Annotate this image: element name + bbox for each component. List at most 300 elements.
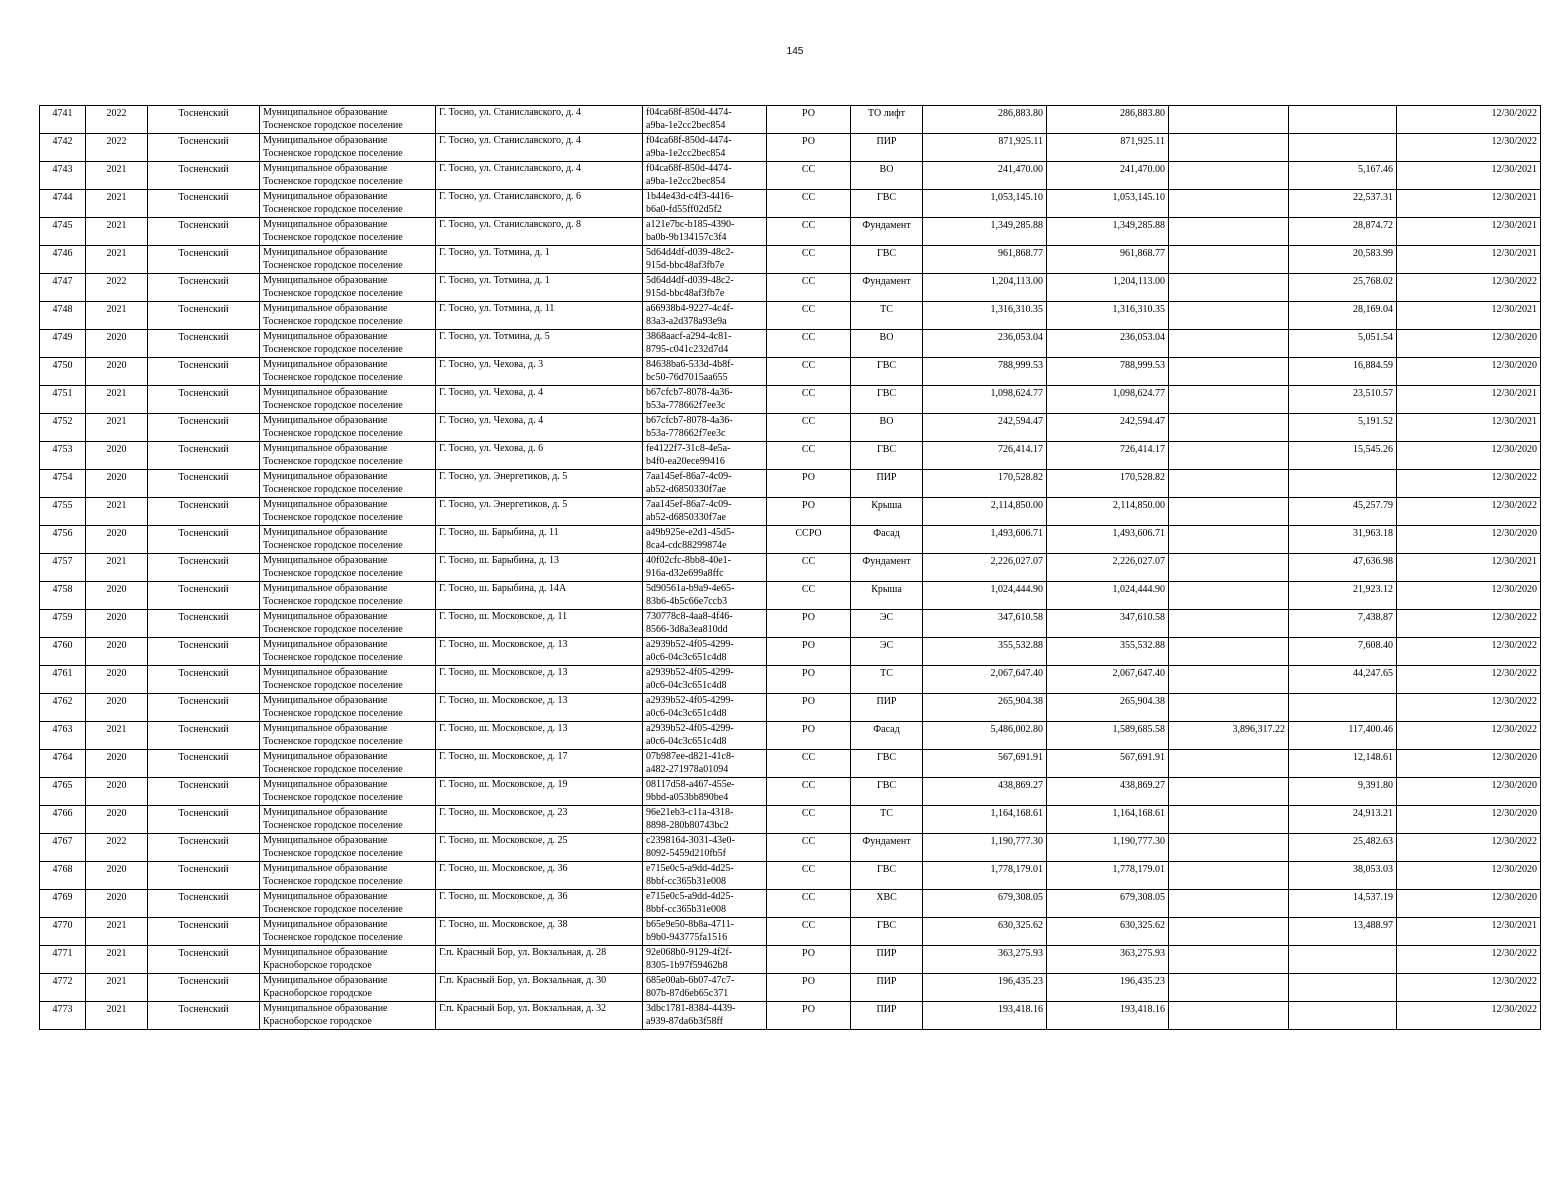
cell-work-type: ГВС — [851, 778, 923, 806]
cell-address: Г. Тосно, ш. Московское, д. 13 — [436, 638, 643, 666]
cell-year: 2021 — [86, 498, 148, 526]
cell-amount-3 — [1289, 694, 1397, 722]
cell-amount-1: 679,308.05 — [1047, 890, 1169, 918]
cell-amount-2 — [1169, 414, 1289, 442]
cell-municipality-line: Муниципальное образование — [263, 751, 388, 762]
cell-amount-1: 265,904.38 — [1047, 694, 1169, 722]
cell-municipality-line: Муниципальное образование — [263, 639, 388, 650]
cell-house-guid-line: a2939b52-4f05-4299- — [646, 639, 734, 650]
cell-house-guid-line: 83b6-4b5c66e7ccb3 — [646, 596, 728, 607]
cell-municipality-line: Муниципальное образование — [263, 135, 388, 146]
cell-work-type: ВО — [851, 414, 923, 442]
cell-amount-2 — [1169, 806, 1289, 834]
cell-municipality — [260, 582, 436, 610]
cell-work-type: ТС — [851, 666, 923, 694]
cell-house-guid-line: a49b925e-e2d1-45d5- — [646, 527, 735, 538]
table-row — [40, 946, 1541, 974]
cell-work-type: Фундамент — [851, 218, 923, 246]
cell-funding-source: СС — [767, 778, 851, 806]
cell-total-cost: 2,226,027.07 — [923, 554, 1047, 582]
cell-work-type: ГВС — [851, 246, 923, 274]
cell-district: Тосненский — [148, 610, 260, 638]
cell-date: 12/30/2022 — [1397, 498, 1541, 526]
cell-number: 4743 — [40, 162, 86, 190]
cell-year: 2020 — [86, 526, 148, 554]
cell-municipality — [260, 414, 436, 442]
table-row — [40, 470, 1541, 498]
data-table — [39, 105, 1541, 1030]
cell-address: Г. Тосно, ул. Чехова, д. 4 — [436, 386, 643, 414]
cell-work-type: ГВС — [851, 442, 923, 470]
cell-number: 4770 — [40, 918, 86, 946]
cell-house-guid-line: 84638ba6-533d-4b8f- — [646, 359, 734, 370]
cell-district: Тосненский — [148, 218, 260, 246]
cell-total-cost: 193,418.16 — [923, 1002, 1047, 1030]
cell-district: Тосненский — [148, 442, 260, 470]
cell-amount-2 — [1169, 134, 1289, 162]
cell-amount-1: 961,868.77 — [1047, 246, 1169, 274]
cell-amount-3: 12,148.61 — [1289, 750, 1397, 778]
cell-date: 12/30/2020 — [1397, 582, 1541, 610]
cell-funding-source: СС — [767, 190, 851, 218]
cell-amount-3: 31,963.18 — [1289, 526, 1397, 554]
cell-amount-1: 2,226,027.07 — [1047, 554, 1169, 582]
cell-house-guid — [643, 974, 767, 1002]
cell-house-guid — [643, 834, 767, 862]
cell-house-guid-line: 8bbf-cc365b31e008 — [646, 876, 726, 887]
table-row — [40, 610, 1541, 638]
cell-number: 4746 — [40, 246, 86, 274]
cell-funding-source: СС — [767, 750, 851, 778]
cell-funding-source: СС — [767, 806, 851, 834]
cell-total-cost: 1,493,606.71 — [923, 526, 1047, 554]
cell-municipality — [260, 218, 436, 246]
cell-municipality-line: Тосненское городское поселение — [263, 176, 403, 187]
cell-work-type: Фундамент — [851, 834, 923, 862]
cell-municipality — [260, 778, 436, 806]
cell-municipality-line: Тосненское городское поселение — [263, 652, 403, 663]
cell-work-type: Фундамент — [851, 554, 923, 582]
cell-municipality-line: Тосненское городское поселение — [263, 456, 403, 467]
cell-total-cost: 196,435.23 — [923, 974, 1047, 1002]
table-row — [40, 974, 1541, 1002]
cell-house-guid-line: bc50-76d7015aa655 — [646, 372, 728, 383]
cell-municipality-line: Тосненское городское поселение — [263, 848, 403, 859]
cell-amount-2 — [1169, 974, 1289, 1002]
cell-amount-1: 1,778,179.01 — [1047, 862, 1169, 890]
cell-amount-2 — [1169, 918, 1289, 946]
cell-municipality-line: Муниципальное образование — [263, 275, 388, 286]
cell-amount-3 — [1289, 470, 1397, 498]
cell-amount-1: 2,114,850.00 — [1047, 498, 1169, 526]
table-row — [40, 750, 1541, 778]
cell-amount-1: 1,493,606.71 — [1047, 526, 1169, 554]
cell-number: 4745 — [40, 218, 86, 246]
cell-amount-1: 242,594.47 — [1047, 414, 1169, 442]
cell-number: 4762 — [40, 694, 86, 722]
cell-district: Тосненский — [148, 806, 260, 834]
cell-amount-2 — [1169, 638, 1289, 666]
cell-year: 2021 — [86, 974, 148, 1002]
cell-funding-source: СС — [767, 274, 851, 302]
cell-amount-3 — [1289, 106, 1397, 134]
cell-work-type: ПИР — [851, 974, 923, 1002]
cell-amount-2 — [1169, 862, 1289, 890]
cell-amount-2 — [1169, 778, 1289, 806]
cell-year: 2020 — [86, 330, 148, 358]
cell-house-guid-line: 96e21eb3-c11a-4318- — [646, 807, 734, 818]
cell-date: 12/30/2022 — [1397, 974, 1541, 1002]
cell-work-type: Фундамент — [851, 274, 923, 302]
cell-amount-3: 7,608.40 — [1289, 638, 1397, 666]
table-row — [40, 918, 1541, 946]
cell-address: Г. Тосно, ш. Московское, д. 17 — [436, 750, 643, 778]
cell-amount-3: 38,053.03 — [1289, 862, 1397, 890]
cell-house-guid-line: a66938b4-9227-4c4f- — [646, 303, 734, 314]
cell-amount-2 — [1169, 162, 1289, 190]
cell-district: Тосненский — [148, 722, 260, 750]
cell-district: Тосненский — [148, 582, 260, 610]
cell-amount-2 — [1169, 890, 1289, 918]
cell-house-guid-line: b67cfcb7-8078-4a36- — [646, 387, 733, 398]
cell-funding-source: РО — [767, 974, 851, 1002]
cell-number: 4744 — [40, 190, 86, 218]
cell-total-cost: 1,098,624.77 — [923, 386, 1047, 414]
cell-amount-3: 14,537.19 — [1289, 890, 1397, 918]
cell-house-guid-line: f04ca68f-850d-4474- — [646, 163, 732, 174]
cell-funding-source: СС — [767, 442, 851, 470]
cell-funding-source: РО — [767, 134, 851, 162]
cell-house-guid-line: a0c6-04c3c651c4d8 — [646, 708, 727, 719]
cell-municipality-line: Тосненское городское поселение — [263, 736, 403, 747]
cell-municipality — [260, 274, 436, 302]
cell-house-guid — [643, 1002, 767, 1030]
cell-number: 4750 — [40, 358, 86, 386]
cell-house-guid — [643, 162, 767, 190]
cell-municipality-line: Тосненское городское поселение — [263, 204, 403, 215]
cell-house-guid-line: 3dbc1781-8384-4439- — [646, 1003, 736, 1014]
cell-total-cost: 726,414.17 — [923, 442, 1047, 470]
cell-house-guid-line: ba0b-9b134157c3f4 — [646, 232, 727, 243]
cell-amount-2 — [1169, 386, 1289, 414]
cell-work-type: ХВС — [851, 890, 923, 918]
cell-number: 4763 — [40, 722, 86, 750]
cell-house-guid — [643, 750, 767, 778]
cell-amount-2 — [1169, 526, 1289, 554]
cell-date: 12/30/2022 — [1397, 106, 1541, 134]
cell-district: Тосненский — [148, 302, 260, 330]
cell-municipality — [260, 134, 436, 162]
cell-funding-source: СС — [767, 330, 851, 358]
cell-amount-3: 5,051.54 — [1289, 330, 1397, 358]
cell-municipality-line: Муниципальное образование — [263, 499, 388, 510]
cell-year: 2021 — [86, 302, 148, 330]
cell-address: Г.п. Красный Бор, ул. Вокзальная, д. 32 — [436, 1002, 643, 1030]
cell-house-guid-line: a0c6-04c3c651c4d8 — [646, 652, 727, 663]
cell-amount-3: 25,482.63 — [1289, 834, 1397, 862]
cell-date: 12/30/2021 — [1397, 554, 1541, 582]
page-number: 145 — [786, 46, 804, 57]
cell-municipality-line: Тосненское городское поселение — [263, 904, 403, 915]
cell-municipality — [260, 246, 436, 274]
cell-district: Тосненский — [148, 470, 260, 498]
cell-house-guid-line: a121e7bc-b185-4390- — [646, 219, 735, 230]
cell-year: 2022 — [86, 134, 148, 162]
cell-address: Г. Тосно, ул. Станиславского, д. 4 — [436, 162, 643, 190]
cell-amount-1: 241,470.00 — [1047, 162, 1169, 190]
cell-municipality-line: Тосненское городское поселение — [263, 288, 403, 299]
table-row — [40, 274, 1541, 302]
cell-funding-source: СС — [767, 302, 851, 330]
cell-house-guid-line: a0c6-04c3c651c4d8 — [646, 736, 727, 747]
cell-municipality — [260, 610, 436, 638]
cell-year: 2022 — [86, 106, 148, 134]
cell-total-cost: 1,053,145.10 — [923, 190, 1047, 218]
table-row — [40, 806, 1541, 834]
table-row — [40, 722, 1541, 750]
cell-municipality — [260, 750, 436, 778]
cell-work-type: Крыша — [851, 582, 923, 610]
cell-house-guid-line: 807b-87d6eb65c371 — [646, 988, 729, 999]
cell-number: 4771 — [40, 946, 86, 974]
cell-funding-source: СС — [767, 834, 851, 862]
cell-total-cost: 1,778,179.01 — [923, 862, 1047, 890]
cell-amount-3: 15,545.26 — [1289, 442, 1397, 470]
cell-house-guid-line: b9b0-943775fa1516 — [646, 932, 728, 943]
cell-date: 12/30/2020 — [1397, 358, 1541, 386]
cell-house-guid-line: 685e00ab-6b07-47c7- — [646, 975, 735, 986]
table-row — [40, 554, 1541, 582]
cell-house-guid-line: c2398164-3031-43e0- — [646, 835, 735, 846]
cell-amount-1: 196,435.23 — [1047, 974, 1169, 1002]
cell-amount-1: 286,883.80 — [1047, 106, 1169, 134]
cell-date: 12/30/2022 — [1397, 834, 1541, 862]
cell-house-guid — [643, 386, 767, 414]
cell-municipality-line: Муниципальное образование — [263, 611, 388, 622]
cell-number: 4748 — [40, 302, 86, 330]
cell-date: 12/30/2020 — [1397, 862, 1541, 890]
cell-district: Тосненский — [148, 862, 260, 890]
cell-year: 2020 — [86, 694, 148, 722]
cell-municipality-line: Муниципальное образование — [263, 723, 388, 734]
cell-number: 4766 — [40, 806, 86, 834]
table-row — [40, 582, 1541, 610]
cell-amount-1: 236,053.04 — [1047, 330, 1169, 358]
cell-house-guid-line: 8305-1b97f59462b8 — [646, 960, 728, 971]
cell-municipality — [260, 918, 436, 946]
cell-total-cost: 5,486,002.80 — [923, 722, 1047, 750]
cell-date: 12/30/2021 — [1397, 190, 1541, 218]
cell-total-cost: 1,204,113.00 — [923, 274, 1047, 302]
cell-work-type: ГВС — [851, 386, 923, 414]
cell-total-cost: 630,325.62 — [923, 918, 1047, 946]
cell-date: 12/30/2022 — [1397, 610, 1541, 638]
cell-date: 12/30/2022 — [1397, 274, 1541, 302]
cell-municipality — [260, 470, 436, 498]
cell-amount-2 — [1169, 554, 1289, 582]
cell-house-guid-line: a482-271978a01094 — [646, 764, 729, 775]
cell-address: Г. Тосно, ул. Энергетиков, д. 5 — [436, 498, 643, 526]
cell-year: 2020 — [86, 610, 148, 638]
cell-year: 2020 — [86, 470, 148, 498]
cell-house-guid-line: 40f02cfc-8bb8-40e1- — [646, 555, 731, 566]
table-row — [40, 190, 1541, 218]
cell-funding-source: СС — [767, 386, 851, 414]
cell-total-cost: 567,691.91 — [923, 750, 1047, 778]
cell-municipality-line: Муниципальное образование — [263, 555, 388, 566]
cell-total-cost: 788,999.53 — [923, 358, 1047, 386]
cell-work-type: ПИР — [851, 1002, 923, 1030]
cell-amount-2 — [1169, 750, 1289, 778]
cell-year: 2021 — [86, 554, 148, 582]
cell-number: 4761 — [40, 666, 86, 694]
cell-work-type: ПИР — [851, 946, 923, 974]
cell-date: 12/30/2022 — [1397, 946, 1541, 974]
cell-number: 4752 — [40, 414, 86, 442]
cell-house-guid-line: e715e0c5-a9dd-4d25- — [646, 863, 734, 874]
cell-municipality-line: Муниципальное образование — [263, 443, 388, 454]
cell-house-guid-line: ab52-d6850330f7ae — [646, 512, 726, 523]
cell-work-type: ЭС — [851, 610, 923, 638]
cell-amount-1: 438,869.27 — [1047, 778, 1169, 806]
cell-municipality-line: Тосненское городское поселение — [263, 568, 403, 579]
cell-house-guid-line: a2939b52-4f05-4299- — [646, 723, 734, 734]
cell-district: Тосненский — [148, 694, 260, 722]
cell-municipality — [260, 106, 436, 134]
cell-municipality-line: Муниципальное образование — [263, 779, 388, 790]
cell-municipality-line: Тосненское городское поселение — [263, 260, 403, 271]
cell-house-guid — [643, 274, 767, 302]
cell-amount-1: 347,610.58 — [1047, 610, 1169, 638]
cell-municipality-line: Муниципальное образование — [263, 919, 388, 930]
cell-date: 12/30/2022 — [1397, 722, 1541, 750]
cell-amount-2 — [1169, 666, 1289, 694]
cell-number: 4769 — [40, 890, 86, 918]
cell-amount-1: 1,164,168.61 — [1047, 806, 1169, 834]
cell-house-guid — [643, 190, 767, 218]
cell-amount-1: 1,589,685.58 — [1047, 722, 1169, 750]
cell-funding-source: СС — [767, 918, 851, 946]
cell-year: 2020 — [86, 862, 148, 890]
cell-amount-2 — [1169, 106, 1289, 134]
cell-amount-3 — [1289, 1002, 1397, 1030]
cell-funding-source: СС — [767, 218, 851, 246]
cell-house-guid-line: 915d-bbc48af3fb7e — [646, 260, 725, 271]
cell-house-guid-line: 7aa145ef-86a7-4c09- — [646, 471, 732, 482]
cell-house-guid-line: 07b987ee-d821-41c8- — [646, 751, 735, 762]
cell-work-type: ВО — [851, 162, 923, 190]
table-row — [40, 218, 1541, 246]
cell-date: 12/30/2022 — [1397, 638, 1541, 666]
cell-date: 12/30/2021 — [1397, 386, 1541, 414]
cell-year: 2021 — [86, 722, 148, 750]
cell-house-guid-line: 730778c8-4aa8-4f46- — [646, 611, 733, 622]
cell-house-guid-line: 8795-c041c232d7d4 — [646, 344, 729, 355]
cell-district: Тосненский — [148, 246, 260, 274]
cell-house-guid — [643, 918, 767, 946]
cell-funding-source: СС — [767, 358, 851, 386]
cell-address: Г. Тосно, ул. Станиславского, д. 6 — [436, 190, 643, 218]
cell-municipality-line: Тосненское городское поселение — [263, 512, 403, 523]
cell-total-cost: 286,883.80 — [923, 106, 1047, 134]
cell-municipality — [260, 526, 436, 554]
cell-municipality-line: Муниципальное образование — [263, 835, 388, 846]
cell-year: 2020 — [86, 806, 148, 834]
cell-house-guid-line: 915d-bbc48af3fb7e — [646, 288, 725, 299]
cell-municipality — [260, 358, 436, 386]
cell-number: 4768 — [40, 862, 86, 890]
cell-amount-2 — [1169, 274, 1289, 302]
table-row — [40, 862, 1541, 890]
cell-address: Г.п. Красный Бор, ул. Вокзальная, д. 28 — [436, 946, 643, 974]
cell-amount-3: 9,391.80 — [1289, 778, 1397, 806]
cell-house-guid-line: a0c6-04c3c651c4d8 — [646, 680, 727, 691]
cell-district: Тосненский — [148, 750, 260, 778]
cell-house-guid-line: 3868aacf-a294-4c81- — [646, 331, 732, 342]
cell-total-cost: 242,594.47 — [923, 414, 1047, 442]
cell-number: 4757 — [40, 554, 86, 582]
cell-year: 2021 — [86, 190, 148, 218]
cell-number: 4749 — [40, 330, 86, 358]
cell-year: 2022 — [86, 274, 148, 302]
cell-amount-3: 45,257.79 — [1289, 498, 1397, 526]
table-row — [40, 106, 1541, 134]
cell-amount-1: 363,275.93 — [1047, 946, 1169, 974]
cell-year: 2021 — [86, 162, 148, 190]
cell-municipality-line: Тосненское городское поселение — [263, 372, 403, 383]
cell-house-guid-line: b6a0-fd55ff02d5f2 — [646, 204, 722, 215]
cell-work-type: ПИР — [851, 134, 923, 162]
cell-district: Тосненский — [148, 1002, 260, 1030]
cell-house-guid-line: a9ba-1e2cc2bec854 — [646, 176, 726, 187]
cell-address: Г. Тосно, ул. Чехова, д. 3 — [436, 358, 643, 386]
cell-municipality-line: Тосненское городское поселение — [263, 344, 403, 355]
table-row — [40, 890, 1541, 918]
table-row — [40, 526, 1541, 554]
cell-district: Тосненский — [148, 778, 260, 806]
cell-district: Тосненский — [148, 890, 260, 918]
cell-house-guid — [643, 638, 767, 666]
cell-year: 2020 — [86, 358, 148, 386]
cell-year: 2022 — [86, 834, 148, 862]
cell-house-guid — [643, 134, 767, 162]
cell-address: Г. Тосно, ул. Тотмина, д. 1 — [436, 274, 643, 302]
cell-house-guid-line: b53a-778662f7ee3c — [646, 428, 726, 439]
cell-year: 2020 — [86, 442, 148, 470]
cell-municipality-line: Тосненское городское поселение — [263, 596, 403, 607]
cell-funding-source: СС — [767, 890, 851, 918]
cell-work-type: ТО лифт — [851, 106, 923, 134]
cell-address: Г. Тосно, ул. Тотмина, д. 5 — [436, 330, 643, 358]
cell-address: Г.п. Красный Бор, ул. Вокзальная, д. 30 — [436, 974, 643, 1002]
cell-house-guid-line: 916a-d32e699a8ffc — [646, 568, 724, 579]
cell-municipality-line: Муниципальное образование — [263, 387, 388, 398]
cell-district: Тосненский — [148, 526, 260, 554]
cell-funding-source: РО — [767, 1002, 851, 1030]
cell-municipality — [260, 666, 436, 694]
cell-house-guid — [643, 106, 767, 134]
cell-municipality — [260, 638, 436, 666]
cell-municipality — [260, 862, 436, 890]
cell-amount-3 — [1289, 134, 1397, 162]
cell-municipality-line: Муниципальное образование — [263, 471, 388, 482]
cell-amount-2: 3,896,317.22 — [1169, 722, 1289, 750]
cell-amount-3: 5,191.52 — [1289, 414, 1397, 442]
cell-amount-3 — [1289, 974, 1397, 1002]
cell-house-guid-line: b4f0-ea20ece99416 — [646, 456, 725, 467]
cell-municipality — [260, 498, 436, 526]
cell-year: 2021 — [86, 246, 148, 274]
